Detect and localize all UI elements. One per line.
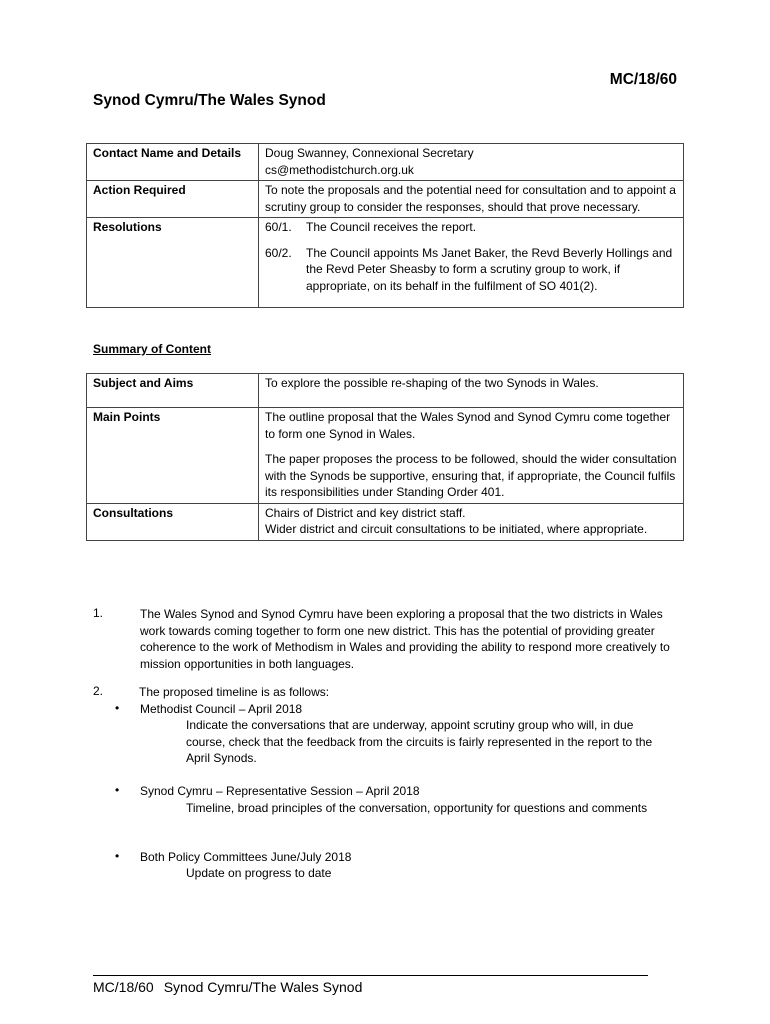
timeline-item-title: Methodist Council – April 2018: [140, 702, 303, 716]
contact-email: cs@methodistchurch.org.uk: [265, 162, 414, 177]
bullet-icon: •: [115, 701, 120, 715]
subject-value: To explore the possible re-shaping of the two Synods in Wales.: [259, 374, 684, 408]
timeline-item-title: Synod Cymru – Representative Session – April 2018: [140, 784, 420, 798]
resolution-item: [265, 245, 677, 295]
contact-row: [87, 144, 684, 181]
summary-table: [86, 373, 684, 541]
paragraph-number: 1.: [93, 606, 104, 620]
action-value: To note the proposals and the potential need for consultation and to appoint a scrutiny group to consider the responses, should that prove necessary.: [259, 181, 684, 218]
bullet-icon: •: [115, 783, 120, 797]
resolutions-row: [87, 218, 684, 308]
contact-name: Doug Swanney, Connexional Secretary: [265, 146, 474, 160]
timeline-intro: The proposed timeline is as follows:: [139, 685, 330, 699]
main-points-value: [259, 408, 684, 504]
footer-divider: [93, 975, 648, 976]
main-points-label: Main Points: [87, 408, 259, 504]
consultations-value: [259, 503, 684, 540]
action-row: [87, 181, 684, 218]
document-reference: MC/18/60: [609, 71, 677, 88]
main-point-2: The paper proposes the process to be followed, should the wider consultation with the Synods be supportive, ensuring that, if appropriate, the Council fulfils its responsibilities under Standing Order 401.: [265, 452, 677, 499]
details-table: [86, 143, 684, 308]
main-points-row: [87, 408, 684, 504]
subject-label: Subject and Aims: [87, 374, 259, 408]
main-point-1: The outline proposal that the Wales Synod and Synod Cymru come together to form one Synod in Wales.: [265, 410, 671, 441]
consultations-line-1: Chairs of District and key district staff.: [265, 505, 466, 520]
action-label: Action Required: [87, 181, 259, 218]
resolution-text: The Council appoints Ms Janet Baker, the Revd Beverly Hollings and the Revd Peter Sheasby to form a scrutiny group to work, if appropriate, on its behalf in the fulfilment of SO 401(2).: [306, 245, 673, 293]
bullet-icon: •: [115, 849, 120, 863]
consultations-row: [87, 503, 684, 540]
contact-label: Contact Name and Details: [87, 144, 259, 181]
page-footer: [93, 979, 372, 995]
resolutions-value: [259, 218, 684, 308]
resolution-item: [265, 219, 677, 236]
consultations-label: Consultations: [87, 503, 259, 540]
resolution-number: 60/2.: [265, 245, 292, 260]
contact-value: [259, 144, 684, 181]
subject-row: [87, 374, 684, 408]
paragraph-1: The Wales Synod and Synod Cymru have been exploring a proposal that the two districts in Wales work towards coming together to form one new district. This has the potential of providing greater coherence to the work of Methodism in Wales and providing the ability to respond more creatively to mission opportunities in both languages.: [140, 607, 670, 671]
consultations-line-2: Wider district and circuit consultations to be initiated, where appropriate.: [265, 522, 648, 536]
paragraph-number: 2.: [93, 684, 104, 698]
footer-reference: MC/18/60: [93, 979, 154, 995]
resolution-number: 60/1.: [265, 220, 292, 234]
summary-heading: Summary of Content: [93, 342, 212, 356]
document-title: Synod Cymru/The Wales Synod: [93, 92, 326, 109]
footer-title: Synod Cymru/The Wales Synod: [163, 979, 363, 995]
resolutions-label: Resolutions: [87, 218, 259, 308]
timeline-item-title: Both Policy Committees June/July 2018: [140, 850, 352, 864]
timeline-item-detail: Indicate the conversations that are underway, appoint scrutiny group who will, in due course, check that the feedback from the circuits is fairly represented in the report to the April Synods.: [186, 718, 653, 765]
timeline-item-detail: Update on progress to date: [186, 866, 332, 880]
timeline-item-detail: Timeline, broad principles of the conversation, opportunity for questions and comments: [186, 801, 648, 815]
resolution-text: The Council receives the report.: [306, 220, 477, 234]
